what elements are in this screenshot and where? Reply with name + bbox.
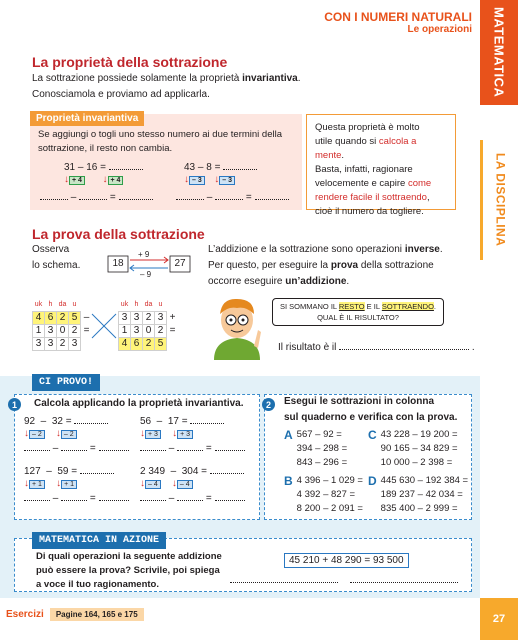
grid-cell: 2 [155, 324, 167, 337]
ex1-mod-b: – 4 [177, 480, 193, 489]
grid-cell: 3 [45, 337, 57, 350]
grid-cell: 3 [119, 311, 131, 324]
grid-operator [167, 337, 179, 350]
grid-left [32, 298, 93, 351]
down-arrow-icon: ↓ [102, 174, 108, 185]
ex2-item: 4 392 – 827 = [296, 489, 356, 500]
ex1-mod-a: – 2 [29, 430, 45, 439]
grid-cell: 3 [33, 337, 45, 350]
ex2-group-letter: D [368, 474, 377, 488]
speech-bubble: SI SOMMANO IL RESTO E IL SOTTRAENDO. QUAL È IL RISULTATO? [272, 298, 444, 326]
azione-equation: 45 210 + 48 290 = 93 500 [284, 553, 409, 568]
grid-cell: 4 [33, 311, 45, 324]
down-arrow-icon: ↓ [184, 174, 189, 185]
grid-cell: 2 [143, 311, 155, 324]
section1-title: La proprietà della sottrazione [32, 54, 228, 70]
grid-cell: 0 [57, 324, 69, 337]
ex1-minuend: 2 349 [140, 466, 166, 477]
ex2-item: 4 396 – 1 029 = [296, 475, 363, 486]
result-line: Il risultato è il . [278, 342, 475, 353]
down-arrow-icon: ↓ [214, 174, 220, 185]
grid-header-cell: da [58, 300, 67, 308]
ex1-subtrahend: 17 [167, 416, 179, 427]
invariant-box-tag: Proprietà invariantiva [30, 111, 144, 126]
ex2-item: 90 165 – 34 829 = [380, 443, 458, 454]
grid-cell: 2 [69, 324, 81, 337]
header-title: CON I NUMERI NATURALI [324, 10, 472, 24]
grid-cell: 2 [143, 337, 155, 350]
tip-note: Questa proprietà è molto utile quando si calcola a mente. Basta, infatti, ragionare velocemente e capire come rendere facile il sottraendo, cioè il numero da togliere. [306, 114, 456, 210]
ex2-item: 843 – 296 = [296, 457, 348, 468]
ex2-item: 445 630 – 192 384 = [380, 475, 469, 486]
ex1-item: 2 349 – 304 = ↓ – 4 ↓ – 4 – = [140, 466, 245, 504]
grid-cell: 3 [155, 311, 167, 324]
invariant-example-1: 31 – 16 = [64, 162, 143, 173]
schema-left: 18 [112, 258, 124, 269]
grid-cell: 3 [131, 324, 143, 337]
ex1-title: Calcola applicando la proprietà invariantiva. [34, 398, 244, 409]
ex1-number: 1 [8, 398, 21, 411]
side-tab-matematica: MATEMATICA [480, 0, 518, 105]
ex1-minuend: 92 [24, 416, 36, 427]
footer-label: Esercizi [6, 608, 44, 620]
grid-cell: 5 [155, 337, 167, 350]
grid-cell: 2 [57, 337, 69, 350]
ex2-group-letter: B [284, 474, 293, 488]
ex2-item: 189 237 – 42 034 = [380, 489, 463, 500]
section1-intro: La sottrazione possiede solamente la proprietà invariantiva. Conosciamola e proviamo ad applicarla. [32, 73, 301, 100]
page-number: 27 [492, 613, 506, 625]
section2-title: La prova della sottrazione [32, 226, 205, 242]
ex1-subtrahend: 304 [181, 466, 199, 477]
ex2-group-letter: C [368, 428, 377, 442]
ex2-item: 567 – 92 = [296, 429, 342, 440]
grid-operator: – [83, 312, 90, 323]
ex1-item: 56 – 17 = ↓ + 3 ↓ + 3 – = [140, 416, 245, 454]
section2-observe: Osserva lo schema. [32, 244, 81, 271]
grid-cell: 1 [33, 324, 45, 337]
example1-blank: – = [40, 192, 153, 203]
ex2-item: 394 – 298 = [296, 443, 348, 454]
azione-answer-line-1 [230, 582, 338, 583]
section2-explanation: L’addizione e la sottrazione sono operazioni inverse. Per questo, per eseguire la prova della sottrazione occorre eseguire un’addizione. [208, 244, 443, 287]
grid-operator: = [169, 325, 176, 336]
ex2-groupD [368, 474, 468, 516]
ex2-item: 10 000 – 2 398 = [380, 457, 453, 468]
ex2-groupC [368, 428, 458, 470]
ex2-groupB [284, 474, 363, 516]
example1-arrows: ↓ + 4 ↓ + 4 [64, 174, 123, 185]
grid-header-cell: uk [34, 300, 43, 308]
footer-pages[interactable]: Pagine 164, 165 e 175 [50, 608, 144, 621]
ex1-minuend: 127 [24, 466, 41, 477]
ex2-groupA [284, 428, 347, 470]
grid-cell: 4 [119, 337, 131, 350]
ex1-mod-a: + 3 [145, 430, 161, 439]
azione-tag: MATEMATICA IN AZIONE [32, 532, 166, 549]
azione-text: Di quali operazioni la seguente addizione può essere la prova? Scrivile, poi spiega a voce il tuo ragionamento. [36, 551, 222, 590]
grid-header-cell: h [134, 300, 139, 308]
ex1-mod-b: – 2 [61, 430, 77, 439]
ex1-subtrahend: 59 [57, 466, 69, 477]
header-subtitle: Le operazioni [407, 24, 472, 35]
example2-arrows: ↓ – 3 ↓ – 3 [184, 174, 235, 185]
grid-cell: 3 [45, 324, 57, 337]
grid-cell: 6 [45, 311, 57, 324]
ex1-subtrahend: 32 [51, 416, 63, 427]
side-tab-disciplina: LA DISCIPLINA [480, 140, 518, 260]
grid-cell: 2 [57, 311, 69, 324]
grid-header-cell: h [48, 300, 53, 308]
grid-cell: 1 [119, 324, 131, 337]
grid-header-cell: uk [120, 300, 129, 308]
grid-operator: = [83, 325, 90, 336]
schema-bottom: – 9 [140, 270, 152, 279]
ex1-mod-b: + 3 [177, 430, 193, 439]
grid-cell: 6 [131, 337, 143, 350]
grid-cell: 3 [131, 311, 143, 324]
grid-operator: + [169, 312, 176, 323]
ex1-item: 127 – 59 = ↓ + 1 ↓ + 1 – = [24, 466, 129, 504]
ex1-item: 92 – 32 = ↓ – 2 ↓ – 2 – = [24, 416, 129, 454]
ex2-item: 43 228 – 19 200 = [380, 429, 458, 440]
grid-cell: 3 [69, 337, 81, 350]
ex2-title: Esegui le sottrazioni in colonna sul quaderno e verifica con la prova. [284, 396, 458, 423]
grid-cell: 0 [143, 324, 155, 337]
grid-cell: 5 [69, 311, 81, 324]
ex1-mod-a: – 4 [145, 480, 161, 489]
ex2-group-letter: A [284, 428, 293, 442]
schema-top: + 9 [138, 250, 150, 259]
grid-header-cell: da [144, 300, 153, 308]
footer [0, 606, 144, 622]
page-number-tab [480, 598, 518, 640]
boy-illustration [206, 290, 268, 360]
invariant-example-2: 43 – 8 = [184, 162, 257, 173]
schema-right: 27 [174, 258, 186, 269]
ex2-number: 2 [262, 398, 275, 411]
example2-blank: – = [176, 192, 289, 203]
ex2-item: 835 400 – 2 999 = [380, 503, 458, 514]
ciprovo-tag: CI PROVO! [32, 374, 100, 391]
ex2-item: 8 200 – 2 091 = [296, 503, 363, 514]
down-arrow-icon: ↓ [64, 174, 69, 185]
ex1-minuend: 56 [140, 416, 152, 427]
grid-header-cell: u [72, 300, 77, 308]
azione-answer-line-2 [350, 582, 458, 583]
invariant-rule: Se aggiungi o togli uno stesso numero ai due termini della sottrazione, il resto non cambia. [38, 129, 282, 154]
grid-right [118, 298, 179, 351]
ex1-mod-a: + 1 [29, 480, 45, 489]
grid-arrows [90, 310, 120, 350]
grid-header-cell: u [158, 300, 163, 308]
ex1-mod-b: + 1 [61, 480, 77, 489]
